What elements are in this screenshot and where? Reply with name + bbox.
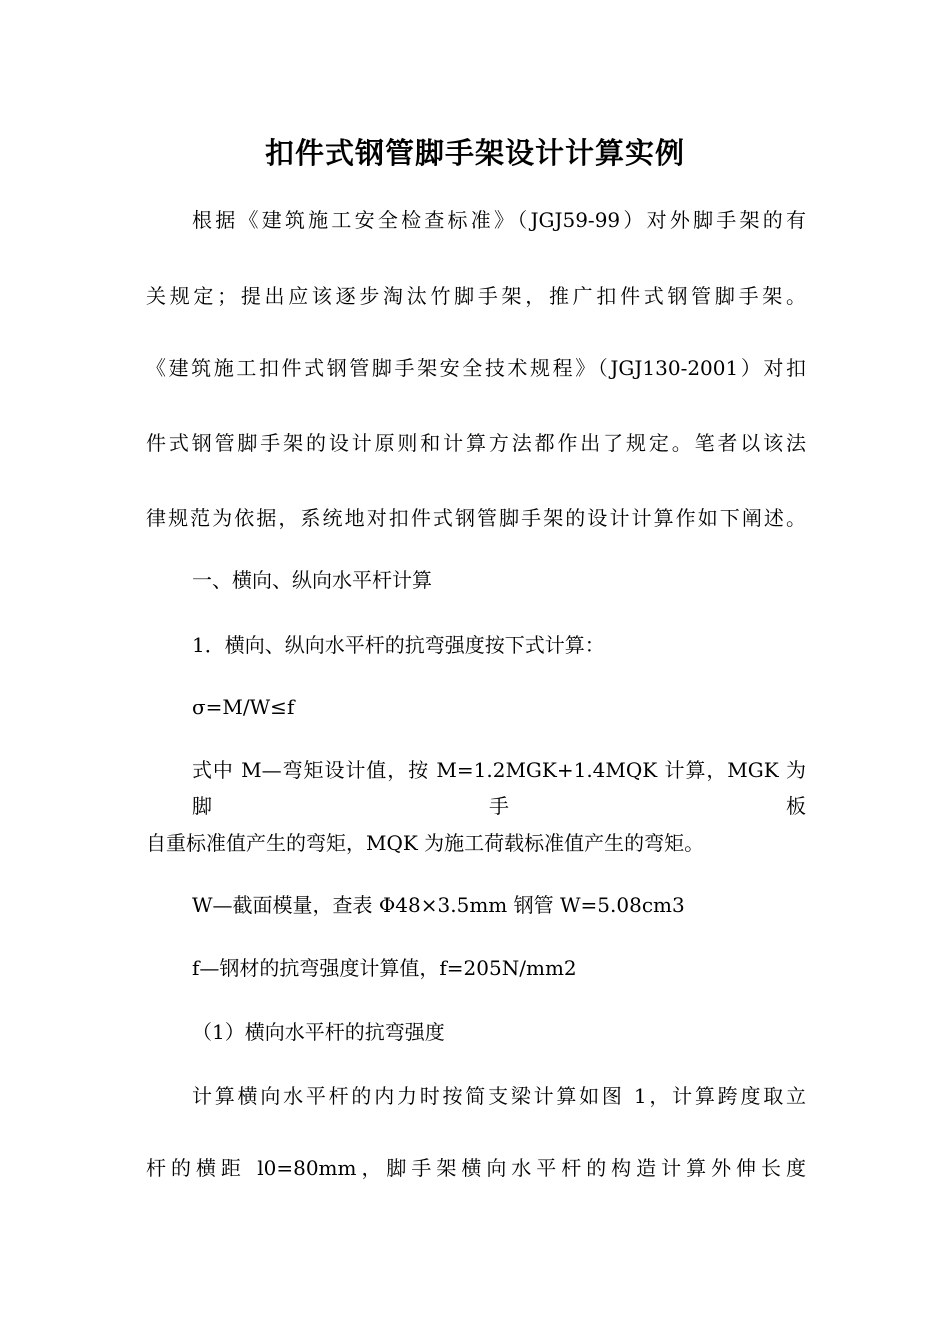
document-title: 扣件式钢管脚手架设计计算实例 xyxy=(264,136,685,170)
formula-line: σ=M/W≤f xyxy=(192,695,295,719)
paragraph-line: 计算横向水平杆的内力时按简支梁计算如图 1，计算跨度取立 xyxy=(192,1084,806,1108)
section-heading: 一、横向、纵向水平杆计算 xyxy=(192,568,432,592)
subsection-heading: 1．横向、纵向水平杆的抗弯强度按下式计算： xyxy=(192,633,605,657)
paragraph-line: 根据《建筑施工安全检查标准》（JGJ59-99）对外脚手架的有 xyxy=(192,208,806,232)
subsection-heading: （1）横向水平杆的抗弯强度 xyxy=(192,1020,445,1044)
definition-line: W—截面模量，查表 Φ48×3.5mm 钢管 W=5.08cm3 xyxy=(192,893,685,917)
paragraph-line: 件式钢管脚手架的设计原则和计算方法都作出了规定。笔者以该法 xyxy=(146,431,806,455)
paragraph-line: 关规定；提出应该逐步淘汰竹脚手架，推广扣件式钢管脚手架。 xyxy=(146,284,806,308)
definition-line: f—钢材的抗弯强度计算值，f=205N/mm2 xyxy=(192,956,577,980)
paragraph-line: 自重标准值产生的弯矩，MQK 为施工荷载标准值产生的弯矩。 xyxy=(146,831,705,855)
paragraph-line: 《建筑施工扣件式钢管脚手架安全技术规程》（JGJ130-2001）对扣 xyxy=(146,356,806,380)
paragraph-line: 式中 M—弯矩设计值，按 M=1.2MGK+1.4MQK 计算，MGK 为脚手板 xyxy=(192,758,806,818)
paragraph-line: 杆的横距 l0=80mm，脚手架横向水平杆的构造计算外伸长度 xyxy=(146,1156,806,1180)
paragraph-line: 律规范为依据，系统地对扣件式钢管脚手架的设计计算作如下阐述。 xyxy=(146,506,806,530)
